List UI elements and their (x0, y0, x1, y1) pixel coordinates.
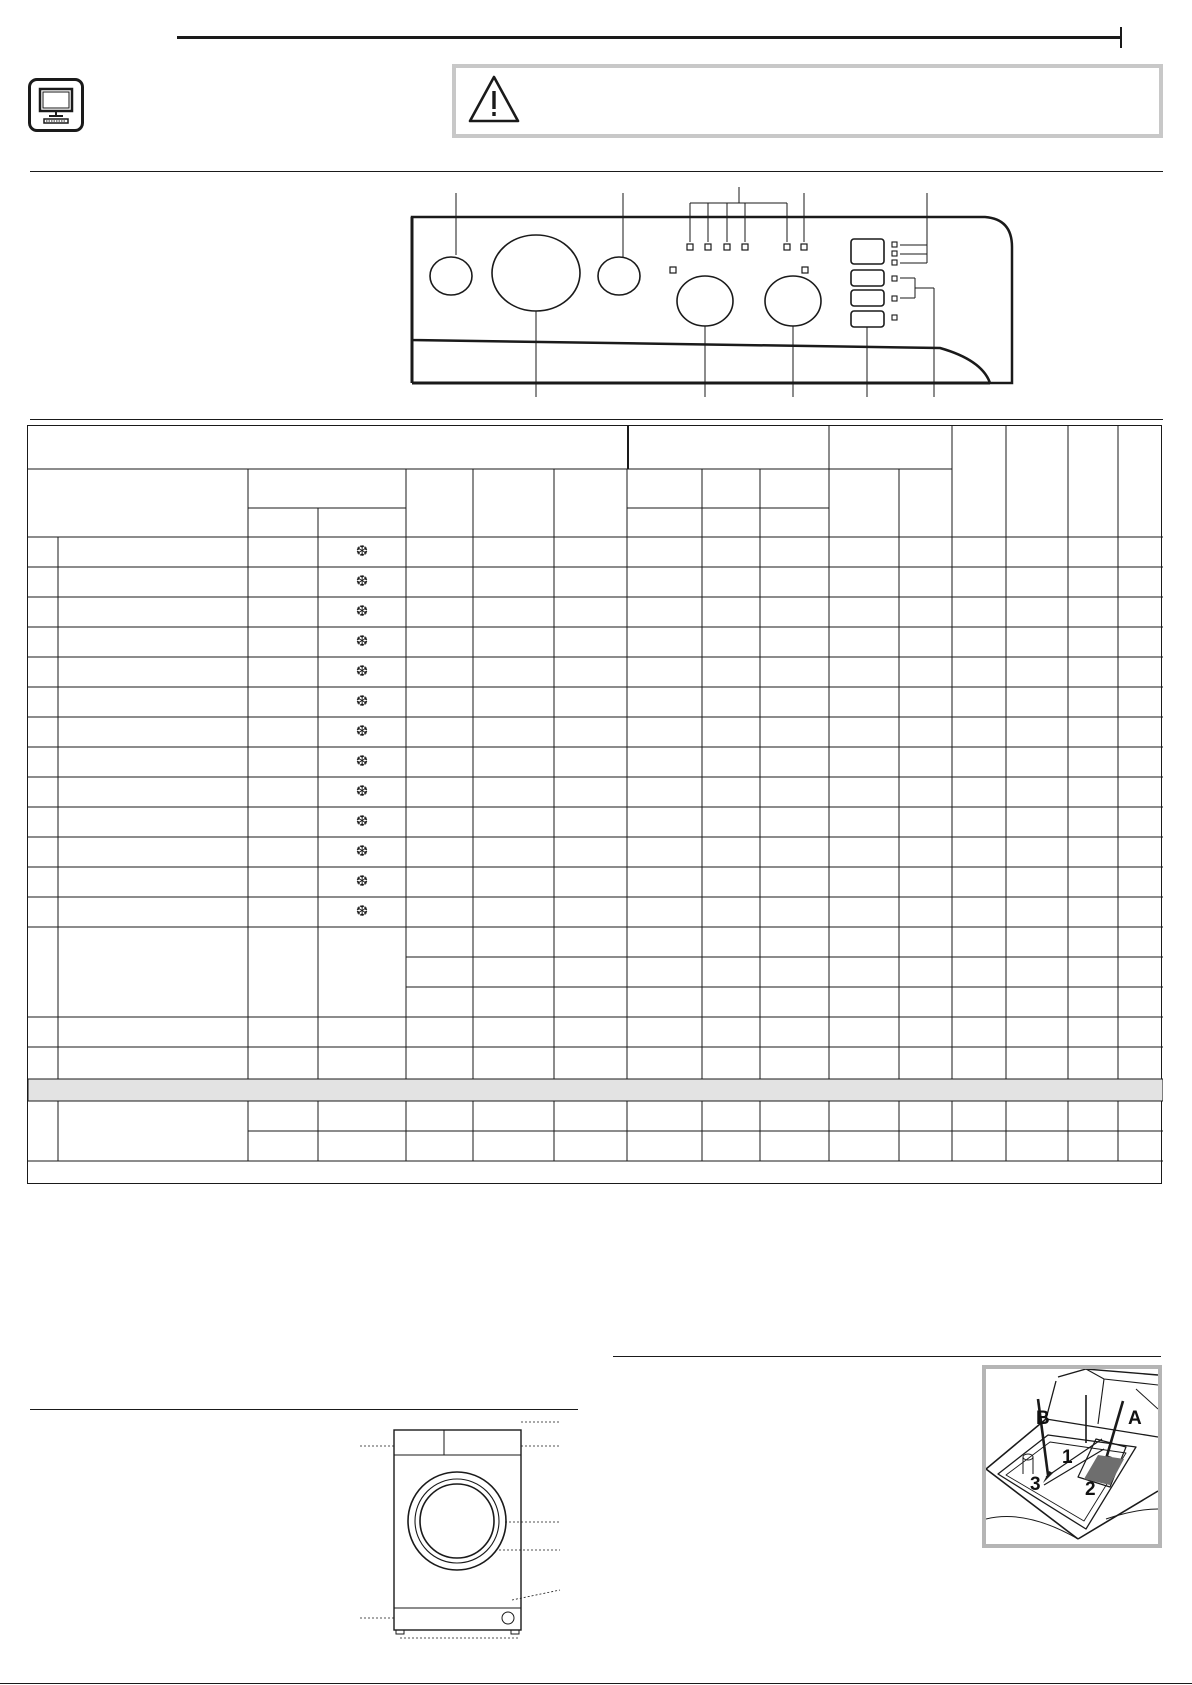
option-button-1 (851, 270, 884, 286)
temperature-knob (677, 276, 733, 326)
panel-body (412, 217, 1012, 383)
delay-button (851, 311, 884, 327)
snowflake-icon: ❆ (355, 572, 369, 590)
door-outer (408, 1472, 506, 1570)
snowflake-icon: ❆ (355, 902, 369, 920)
callout-2: 2 (1085, 1479, 1096, 1500)
snowflake-icon: ❆ (355, 812, 369, 830)
header-rule (177, 36, 1120, 39)
snowflake-icon: ❆ (355, 782, 369, 800)
snowflake-icon: ❆ (355, 752, 369, 770)
table-band (28, 1079, 1163, 1101)
snowflake-icon: ❆ (355, 842, 369, 860)
programme-knob (492, 235, 580, 311)
snowflake-icon: ❆ (355, 602, 369, 620)
callout-b: B (1036, 1408, 1050, 1429)
monitor-icon (28, 78, 84, 132)
on-off-button (430, 257, 472, 295)
section-rule-control-panel (30, 171, 1163, 172)
snowflake-icon: ❆ (355, 662, 369, 680)
footer-rule (0, 1683, 1192, 1684)
header-rule-tick (1120, 27, 1122, 48)
programme-table (27, 425, 1162, 1184)
section-rule-dispenser (613, 1356, 1161, 1357)
programme-table-grid (28, 426, 1163, 1185)
warning-triangle-icon (466, 71, 522, 127)
snowflake-icon: ❆ (355, 692, 369, 710)
snowflake-icon: ❆ (355, 872, 369, 890)
control-panel-diagram (400, 185, 1040, 410)
machine-body (394, 1430, 521, 1630)
dispenser-drawer-illustration (982, 1365, 1162, 1548)
callout-a: A (1128, 1408, 1142, 1429)
door-glass (420, 1484, 494, 1558)
option-button-2 (851, 290, 884, 306)
spin-knob (765, 276, 821, 326)
washing-machine-diagram (360, 1410, 570, 1650)
display-button (851, 239, 884, 264)
snowflake-icon: ❆ (355, 542, 369, 560)
snowflake-icon: ❆ (355, 632, 369, 650)
warning-box (452, 64, 1163, 138)
callout-1: 1 (1062, 1447, 1073, 1468)
start-pause-button (598, 257, 640, 295)
callout-3: 3 (1030, 1474, 1041, 1495)
section-rule-table (30, 419, 1163, 420)
snowflake-icon: ❆ (355, 722, 369, 740)
